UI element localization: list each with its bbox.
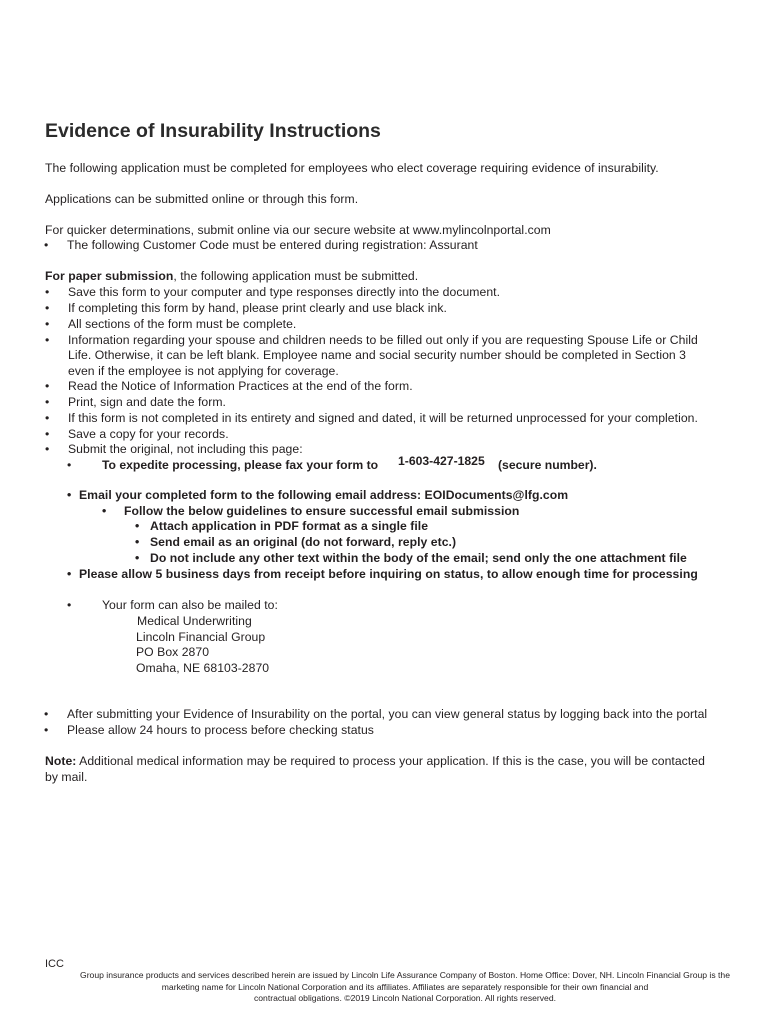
bullet-icon: • <box>45 333 50 347</box>
form-code: ICC <box>45 958 64 970</box>
mail-intro: Your form can also be mailed to: <box>102 598 278 612</box>
bullet-icon: • <box>135 551 140 565</box>
fax-secure-note: (secure number). <box>498 458 597 472</box>
list-item: Read the Notice of Information Practices at the end of the form. <box>68 379 413 393</box>
note-text: Additional medical information may be required to process your application. If this is the case, you will be contacted <box>76 754 705 768</box>
portal-status-text: After submitting your Evidence of Insurability on the portal, you can view general status by logging back into the portal <box>67 707 708 721</box>
list-item: Save a copy for your records. <box>68 427 229 441</box>
online-portal-text: For quicker determinations, submit online via our secure website at www.mylincolnportal.com <box>45 223 551 237</box>
bullet-icon: • <box>67 458 72 472</box>
list-item: If completing this form by hand, please print clearly and use black ink. <box>68 301 447 315</box>
bullet-icon: • <box>44 238 49 252</box>
bullet-icon: • <box>45 285 50 299</box>
bullet-icon: • <box>45 442 50 456</box>
paper-submission-rest: , the following application must be submitted. <box>173 269 419 283</box>
note-paragraph <box>45 754 705 769</box>
bullet-icon: • <box>45 395 50 409</box>
bullet-icon: • <box>44 707 49 721</box>
page-title: Evidence of Insurability Instructions <box>45 120 381 142</box>
list-item: Submit the original, not including this page: <box>68 442 303 456</box>
bullet-icon: • <box>67 488 72 502</box>
bullet-icon: • <box>135 535 140 549</box>
email-allow-note: Please allow 5 business days from receipt before inquiring on status, to allow enough time for processing <box>79 567 698 581</box>
email-rule: Do not include any other text within the body of the email; send only the one attachment file <box>150 551 687 565</box>
email-rule: Attach application in PDF format as a single file <box>150 519 429 533</box>
bullet-icon: • <box>45 301 50 315</box>
customer-code-text: The following Customer Code must be entered during registration: Assurant <box>67 238 478 252</box>
submission-options-text: Applications can be submitted online or through this form. <box>45 192 359 206</box>
footer-line: Group insurance products and services described herein are issued by Lincoln Life Assurance Company of Boston. Home Office: Dover, NH. Lincoln Financial Group is the <box>80 970 730 980</box>
note-label: Note: <box>45 754 77 768</box>
email-instruction: Email your completed form to the following email address: EOIDocuments@lfg.com <box>79 488 569 502</box>
fax-number: 1-603-427-1825 <box>398 454 485 468</box>
bullet-icon: • <box>102 504 107 518</box>
bullet-icon: • <box>67 598 72 612</box>
list-item: If this form is not completed in its entirety and signed and dated, it will be returned unprocessed for your completion. <box>68 411 698 425</box>
list-item-continued: Life. Otherwise, it can be left blank. Employee name and social security number should be completed in Section 3 <box>68 348 687 362</box>
paper-submission-heading <box>45 269 418 284</box>
footer-line: marketing name for Lincoln National Corporation and its affiliates. Affiliates are separately responsible for their own financial and <box>161 981 649 992</box>
list-item: Print, sign and date the form. <box>68 395 226 409</box>
bullet-icon: • <box>45 427 50 441</box>
footer-disclaimer <box>40 970 770 1005</box>
list-item: Information regarding your spouse and children needs to be filled out only if you are requesting Spouse Life or Child <box>68 333 698 347</box>
list-item: All sections of the form must be complete. <box>68 317 297 331</box>
email-guidelines: Follow the below guidelines to ensure successful email submission <box>124 504 520 518</box>
note-text-continued: by mail. <box>45 770 88 784</box>
list-item: Save this form to your computer and type responses directly into the document. <box>68 285 501 299</box>
bullet-icon: • <box>44 723 49 737</box>
bullet-icon: • <box>45 411 50 425</box>
fax-instruction: To expedite processing, please fax your form to <box>102 458 379 472</box>
intro-text: The following application must be completed for employees who elect coverage requiring evidence of insurability. <box>45 161 659 175</box>
mail-address-line: Medical Underwriting <box>137 614 252 628</box>
list-item-continued: even if the employee is not applying for coverage. <box>68 364 339 378</box>
email-rule: Send email as an original (do not forward, reply etc.) <box>150 535 457 549</box>
mail-address-line: PO Box 2870 <box>136 645 210 659</box>
bullet-icon: • <box>135 519 140 533</box>
paper-submission-label: For paper submission <box>45 269 174 283</box>
portal-wait-text: Please allow 24 hours to process before checking status <box>67 723 374 737</box>
mail-address-line: Omaha, NE 68103-2870 <box>136 661 270 675</box>
bullet-icon: • <box>45 379 50 393</box>
bullet-icon: • <box>67 567 72 581</box>
mail-address-line: Lincoln Financial Group <box>136 630 266 644</box>
footer-line: contractual obligations. ©2019 Lincoln National Corporation. All rights reserved. <box>253 993 557 1003</box>
bullet-icon: • <box>45 317 50 331</box>
